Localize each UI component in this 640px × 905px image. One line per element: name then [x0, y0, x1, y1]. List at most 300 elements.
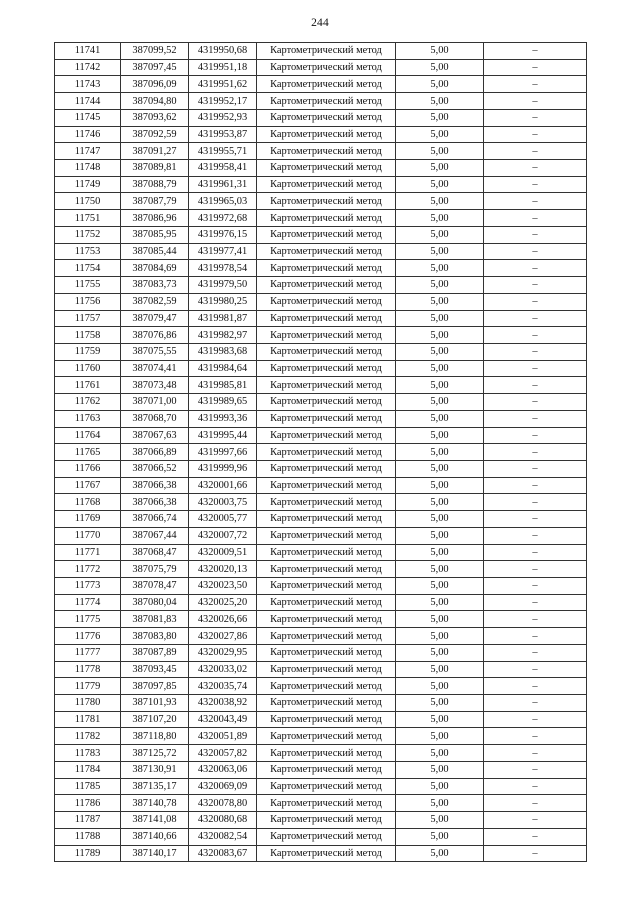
point-number-cell: 11783: [55, 745, 121, 762]
table-row: [55, 695, 587, 712]
note-cell: –: [484, 845, 587, 862]
method-cell: Картометрический метод: [257, 43, 396, 60]
point-number-cell: 11757: [55, 310, 121, 327]
accuracy-cell: 5,00: [396, 661, 484, 678]
y-coordinate-cell: 4320003,75: [189, 494, 257, 511]
accuracy-cell: 5,00: [396, 277, 484, 294]
table-row: [55, 678, 587, 695]
note-cell: –: [484, 828, 587, 845]
accuracy-cell: 5,00: [396, 778, 484, 795]
accuracy-cell: 5,00: [396, 494, 484, 511]
accuracy-cell: 5,00: [396, 628, 484, 645]
method-cell: Картометрический метод: [257, 477, 396, 494]
note-cell: –: [484, 160, 587, 177]
accuracy-cell: 5,00: [396, 828, 484, 845]
point-number-cell: 11780: [55, 695, 121, 712]
note-cell: –: [484, 494, 587, 511]
y-coordinate-cell: 4319951,18: [189, 59, 257, 76]
y-coordinate-cell: 4319965,03: [189, 193, 257, 210]
table-row: [55, 460, 587, 477]
point-number-cell: 11765: [55, 444, 121, 461]
accuracy-cell: 5,00: [396, 160, 484, 177]
table-row: [55, 761, 587, 778]
point-number-cell: 11770: [55, 527, 121, 544]
point-number-cell: 11769: [55, 511, 121, 528]
method-cell: Картометрический метод: [257, 126, 396, 143]
y-coordinate-cell: 4320007,72: [189, 527, 257, 544]
x-coordinate-cell: 387140,66: [121, 828, 189, 845]
note-cell: –: [484, 527, 587, 544]
y-coordinate-cell: 4320082,54: [189, 828, 257, 845]
table-row: [55, 828, 587, 845]
note-cell: –: [484, 410, 587, 427]
x-coordinate-cell: 387079,47: [121, 310, 189, 327]
method-cell: Картометрический метод: [257, 427, 396, 444]
method-cell: Картометрический метод: [257, 611, 396, 628]
point-number-cell: 11772: [55, 561, 121, 578]
method-cell: Картометрический метод: [257, 544, 396, 561]
note-cell: –: [484, 327, 587, 344]
point-number-cell: 11778: [55, 661, 121, 678]
accuracy-cell: 5,00: [396, 360, 484, 377]
point-number-cell: 11754: [55, 260, 121, 277]
accuracy-cell: 5,00: [396, 812, 484, 829]
point-number-cell: 11777: [55, 644, 121, 661]
table-row: [55, 427, 587, 444]
accuracy-cell: 5,00: [396, 377, 484, 394]
table-row: [55, 143, 587, 160]
note-cell: –: [484, 427, 587, 444]
accuracy-cell: 5,00: [396, 410, 484, 427]
table-row: [55, 527, 587, 544]
accuracy-cell: 5,00: [396, 695, 484, 712]
table-row: [55, 310, 587, 327]
point-number-cell: 11750: [55, 193, 121, 210]
accuracy-cell: 5,00: [396, 711, 484, 728]
table-row: [55, 594, 587, 611]
y-coordinate-cell: 4320069,09: [189, 778, 257, 795]
point-number-cell: 11787: [55, 812, 121, 829]
y-coordinate-cell: 4319952,93: [189, 109, 257, 126]
table-row: [55, 59, 587, 76]
table-row: [55, 160, 587, 177]
y-coordinate-cell: 4319999,96: [189, 460, 257, 477]
method-cell: Картометрический метод: [257, 845, 396, 862]
x-coordinate-cell: 387067,44: [121, 527, 189, 544]
note-cell: –: [484, 628, 587, 645]
note-cell: –: [484, 661, 587, 678]
table-row: [55, 109, 587, 126]
y-coordinate-cell: 4320038,92: [189, 695, 257, 712]
point-number-cell: 11745: [55, 109, 121, 126]
point-number-cell: 11771: [55, 544, 121, 561]
accuracy-cell: 5,00: [396, 243, 484, 260]
point-number-cell: 11781: [55, 711, 121, 728]
table-row: [55, 661, 587, 678]
note-cell: –: [484, 243, 587, 260]
note-cell: –: [484, 444, 587, 461]
accuracy-cell: 5,00: [396, 226, 484, 243]
table-row: [55, 126, 587, 143]
note-cell: –: [484, 578, 587, 595]
point-number-cell: 11760: [55, 360, 121, 377]
y-coordinate-cell: 4320027,86: [189, 628, 257, 645]
y-coordinate-cell: 4319961,31: [189, 176, 257, 193]
table-row: [55, 477, 587, 494]
accuracy-cell: 5,00: [396, 561, 484, 578]
x-coordinate-cell: 387084,69: [121, 260, 189, 277]
point-number-cell: 11744: [55, 93, 121, 110]
table-row: [55, 795, 587, 812]
method-cell: Картометрический метод: [257, 59, 396, 76]
table-row: [55, 43, 587, 60]
method-cell: Картометрический метод: [257, 243, 396, 260]
table-row: [55, 226, 587, 243]
point-number-cell: 11788: [55, 828, 121, 845]
method-cell: Картометрический метод: [257, 160, 396, 177]
table-row: [55, 76, 587, 93]
note-cell: –: [484, 394, 587, 411]
method-cell: Картометрический метод: [257, 193, 396, 210]
y-coordinate-cell: 4319951,62: [189, 76, 257, 93]
method-cell: Картометрический метод: [257, 343, 396, 360]
y-coordinate-cell: 4319985,81: [189, 377, 257, 394]
method-cell: Картометрический метод: [257, 310, 396, 327]
table-row: [55, 360, 587, 377]
method-cell: Картометрический метод: [257, 410, 396, 427]
point-number-cell: 11773: [55, 578, 121, 595]
point-number-cell: 11786: [55, 795, 121, 812]
y-coordinate-cell: 4319983,68: [189, 343, 257, 360]
note-cell: –: [484, 277, 587, 294]
method-cell: Картометрический метод: [257, 594, 396, 611]
point-number-cell: 11751: [55, 210, 121, 227]
x-coordinate-cell: 387075,79: [121, 561, 189, 578]
method-cell: Картометрический метод: [257, 561, 396, 578]
method-cell: Картометрический метод: [257, 628, 396, 645]
table-row: [55, 444, 587, 461]
method-cell: Картометрический метод: [257, 293, 396, 310]
table-row: [55, 544, 587, 561]
accuracy-cell: 5,00: [396, 594, 484, 611]
coordinates-table: [54, 42, 587, 862]
method-cell: Картометрический метод: [257, 661, 396, 678]
point-number-cell: 11774: [55, 594, 121, 611]
point-number-cell: 11752: [55, 226, 121, 243]
note-cell: –: [484, 477, 587, 494]
table-row: [55, 728, 587, 745]
x-coordinate-cell: 387078,47: [121, 578, 189, 595]
y-coordinate-cell: 4319980,25: [189, 293, 257, 310]
accuracy-cell: 5,00: [396, 126, 484, 143]
y-coordinate-cell: 4319958,41: [189, 160, 257, 177]
table-row: [55, 327, 587, 344]
x-coordinate-cell: 387066,89: [121, 444, 189, 461]
accuracy-cell: 5,00: [396, 260, 484, 277]
method-cell: Картометрический метод: [257, 644, 396, 661]
table-row: [55, 511, 587, 528]
x-coordinate-cell: 387125,72: [121, 745, 189, 762]
y-coordinate-cell: 4319953,87: [189, 126, 257, 143]
table-row: [55, 193, 587, 210]
point-number-cell: 11784: [55, 761, 121, 778]
method-cell: Картометрический метод: [257, 377, 396, 394]
note-cell: –: [484, 43, 587, 60]
note-cell: –: [484, 611, 587, 628]
table-row: [55, 812, 587, 829]
x-coordinate-cell: 387087,79: [121, 193, 189, 210]
accuracy-cell: 5,00: [396, 76, 484, 93]
point-number-cell: 11743: [55, 76, 121, 93]
point-number-cell: 11766: [55, 460, 121, 477]
method-cell: Картометрический метод: [257, 394, 396, 411]
method-cell: Картометрический метод: [257, 176, 396, 193]
point-number-cell: 11762: [55, 394, 121, 411]
point-number-cell: 11776: [55, 628, 121, 645]
x-coordinate-cell: 387093,62: [121, 109, 189, 126]
method-cell: Картометрический метод: [257, 778, 396, 795]
accuracy-cell: 5,00: [396, 678, 484, 695]
y-coordinate-cell: 4319950,68: [189, 43, 257, 60]
note-cell: –: [484, 76, 587, 93]
y-coordinate-cell: 4319955,71: [189, 143, 257, 160]
note-cell: –: [484, 761, 587, 778]
note-cell: –: [484, 226, 587, 243]
point-number-cell: 11742: [55, 59, 121, 76]
y-coordinate-cell: 4320029,95: [189, 644, 257, 661]
x-coordinate-cell: 387075,55: [121, 343, 189, 360]
point-number-cell: 11746: [55, 126, 121, 143]
accuracy-cell: 5,00: [396, 611, 484, 628]
method-cell: Картометрический метод: [257, 460, 396, 477]
y-coordinate-cell: 4320051,89: [189, 728, 257, 745]
table-row: [55, 644, 587, 661]
accuracy-cell: 5,00: [396, 477, 484, 494]
y-coordinate-cell: 4320026,66: [189, 611, 257, 628]
x-coordinate-cell: 387071,00: [121, 394, 189, 411]
table-row: [55, 176, 587, 193]
accuracy-cell: 5,00: [396, 845, 484, 862]
x-coordinate-cell: 387066,52: [121, 460, 189, 477]
point-number-cell: 11789: [55, 845, 121, 862]
y-coordinate-cell: 4319993,36: [189, 410, 257, 427]
accuracy-cell: 5,00: [396, 795, 484, 812]
method-cell: Картометрический метод: [257, 745, 396, 762]
accuracy-cell: 5,00: [396, 728, 484, 745]
method-cell: Картометрический метод: [257, 93, 396, 110]
accuracy-cell: 5,00: [396, 460, 484, 477]
table-row: [55, 343, 587, 360]
table-row: [55, 611, 587, 628]
x-coordinate-cell: 387107,20: [121, 711, 189, 728]
y-coordinate-cell: 4319952,17: [189, 93, 257, 110]
y-coordinate-cell: 4319981,87: [189, 310, 257, 327]
method-cell: Картометрический метод: [257, 210, 396, 227]
note-cell: –: [484, 695, 587, 712]
y-coordinate-cell: 4320035,74: [189, 678, 257, 695]
accuracy-cell: 5,00: [396, 394, 484, 411]
y-coordinate-cell: 4320083,67: [189, 845, 257, 862]
table-row: [55, 845, 587, 862]
note-cell: –: [484, 795, 587, 812]
note-cell: –: [484, 360, 587, 377]
point-number-cell: 11764: [55, 427, 121, 444]
point-number-cell: 11775: [55, 611, 121, 628]
note-cell: –: [484, 377, 587, 394]
method-cell: Картометрический метод: [257, 444, 396, 461]
accuracy-cell: 5,00: [396, 578, 484, 595]
method-cell: Картометрический метод: [257, 728, 396, 745]
x-coordinate-cell: 387096,09: [121, 76, 189, 93]
y-coordinate-cell: 4319995,44: [189, 427, 257, 444]
accuracy-cell: 5,00: [396, 644, 484, 661]
table-row: [55, 494, 587, 511]
note-cell: –: [484, 176, 587, 193]
method-cell: Картометрический метод: [257, 76, 396, 93]
method-cell: Картометрический метод: [257, 360, 396, 377]
point-number-cell: 11748: [55, 160, 121, 177]
x-coordinate-cell: 387073,48: [121, 377, 189, 394]
x-coordinate-cell: 387094,80: [121, 93, 189, 110]
note-cell: –: [484, 59, 587, 76]
x-coordinate-cell: 387067,63: [121, 427, 189, 444]
note-cell: –: [484, 460, 587, 477]
x-coordinate-cell: 387141,08: [121, 812, 189, 829]
x-coordinate-cell: 387089,81: [121, 160, 189, 177]
accuracy-cell: 5,00: [396, 143, 484, 160]
note-cell: –: [484, 343, 587, 360]
table-row: [55, 578, 587, 595]
table-row: [55, 394, 587, 411]
accuracy-cell: 5,00: [396, 343, 484, 360]
point-number-cell: 11741: [55, 43, 121, 60]
method-cell: Картометрический метод: [257, 511, 396, 528]
point-number-cell: 11761: [55, 377, 121, 394]
point-number-cell: 11758: [55, 327, 121, 344]
point-number-cell: 11767: [55, 477, 121, 494]
y-coordinate-cell: 4319976,15: [189, 226, 257, 243]
point-number-cell: 11779: [55, 678, 121, 695]
note-cell: –: [484, 310, 587, 327]
y-coordinate-cell: 4320005,77: [189, 511, 257, 528]
y-coordinate-cell: 4319982,97: [189, 327, 257, 344]
point-number-cell: 11759: [55, 343, 121, 360]
y-coordinate-cell: 4320080,68: [189, 812, 257, 829]
table-row: [55, 277, 587, 294]
page-number: 244: [311, 17, 329, 29]
y-coordinate-cell: 4319972,68: [189, 210, 257, 227]
method-cell: Картометрический метод: [257, 795, 396, 812]
x-coordinate-cell: 387081,83: [121, 611, 189, 628]
note-cell: –: [484, 644, 587, 661]
method-cell: Картометрический метод: [257, 695, 396, 712]
note-cell: –: [484, 193, 587, 210]
table-row: [55, 778, 587, 795]
y-coordinate-cell: 4319984,64: [189, 360, 257, 377]
method-cell: Картометрический метод: [257, 109, 396, 126]
point-number-cell: 11753: [55, 243, 121, 260]
x-coordinate-cell: 387118,80: [121, 728, 189, 745]
x-coordinate-cell: 387097,45: [121, 59, 189, 76]
x-coordinate-cell: 387085,95: [121, 226, 189, 243]
method-cell: Картометрический метод: [257, 711, 396, 728]
accuracy-cell: 5,00: [396, 43, 484, 60]
x-coordinate-cell: 387087,89: [121, 644, 189, 661]
y-coordinate-cell: 4319979,50: [189, 277, 257, 294]
accuracy-cell: 5,00: [396, 427, 484, 444]
x-coordinate-cell: 387088,79: [121, 176, 189, 193]
method-cell: Картометрический метод: [257, 260, 396, 277]
table-row: [55, 628, 587, 645]
y-coordinate-cell: 4319997,66: [189, 444, 257, 461]
x-coordinate-cell: 387080,04: [121, 594, 189, 611]
point-number-cell: 11768: [55, 494, 121, 511]
table-row: [55, 293, 587, 310]
accuracy-cell: 5,00: [396, 293, 484, 310]
table-row: [55, 377, 587, 394]
point-number-cell: 11782: [55, 728, 121, 745]
x-coordinate-cell: 387140,17: [121, 845, 189, 862]
x-coordinate-cell: 387068,47: [121, 544, 189, 561]
x-coordinate-cell: 387091,27: [121, 143, 189, 160]
x-coordinate-cell: 387066,74: [121, 511, 189, 528]
note-cell: –: [484, 778, 587, 795]
note-cell: –: [484, 745, 587, 762]
method-cell: Картометрический метод: [257, 143, 396, 160]
accuracy-cell: 5,00: [396, 544, 484, 561]
note-cell: –: [484, 678, 587, 695]
point-number-cell: 11755: [55, 277, 121, 294]
point-number-cell: 11749: [55, 176, 121, 193]
x-coordinate-cell: 387097,85: [121, 678, 189, 695]
point-number-cell: 11785: [55, 778, 121, 795]
note-cell: –: [484, 561, 587, 578]
x-coordinate-cell: 387066,38: [121, 494, 189, 511]
table-row: [55, 711, 587, 728]
accuracy-cell: 5,00: [396, 193, 484, 210]
note-cell: –: [484, 210, 587, 227]
method-cell: Картометрический метод: [257, 761, 396, 778]
note-cell: –: [484, 594, 587, 611]
accuracy-cell: 5,00: [396, 93, 484, 110]
note-cell: –: [484, 711, 587, 728]
accuracy-cell: 5,00: [396, 310, 484, 327]
x-coordinate-cell: 387101,93: [121, 695, 189, 712]
accuracy-cell: 5,00: [396, 527, 484, 544]
x-coordinate-cell: 387066,38: [121, 477, 189, 494]
x-coordinate-cell: 387068,70: [121, 410, 189, 427]
y-coordinate-cell: 4319978,54: [189, 260, 257, 277]
x-coordinate-cell: 387092,59: [121, 126, 189, 143]
x-coordinate-cell: 387135,17: [121, 778, 189, 795]
x-coordinate-cell: 387082,59: [121, 293, 189, 310]
point-number-cell: 11756: [55, 293, 121, 310]
y-coordinate-cell: 4320033,02: [189, 661, 257, 678]
x-coordinate-cell: 387083,80: [121, 628, 189, 645]
note-cell: –: [484, 260, 587, 277]
y-coordinate-cell: 4320009,51: [189, 544, 257, 561]
table-row: [55, 745, 587, 762]
method-cell: Картометрический метод: [257, 678, 396, 695]
table-row: [55, 210, 587, 227]
accuracy-cell: 5,00: [396, 210, 484, 227]
y-coordinate-cell: 4320063,06: [189, 761, 257, 778]
x-coordinate-cell: 387086,96: [121, 210, 189, 227]
note-cell: –: [484, 812, 587, 829]
note-cell: –: [484, 126, 587, 143]
x-coordinate-cell: 387083,73: [121, 277, 189, 294]
y-coordinate-cell: 4319977,41: [189, 243, 257, 260]
